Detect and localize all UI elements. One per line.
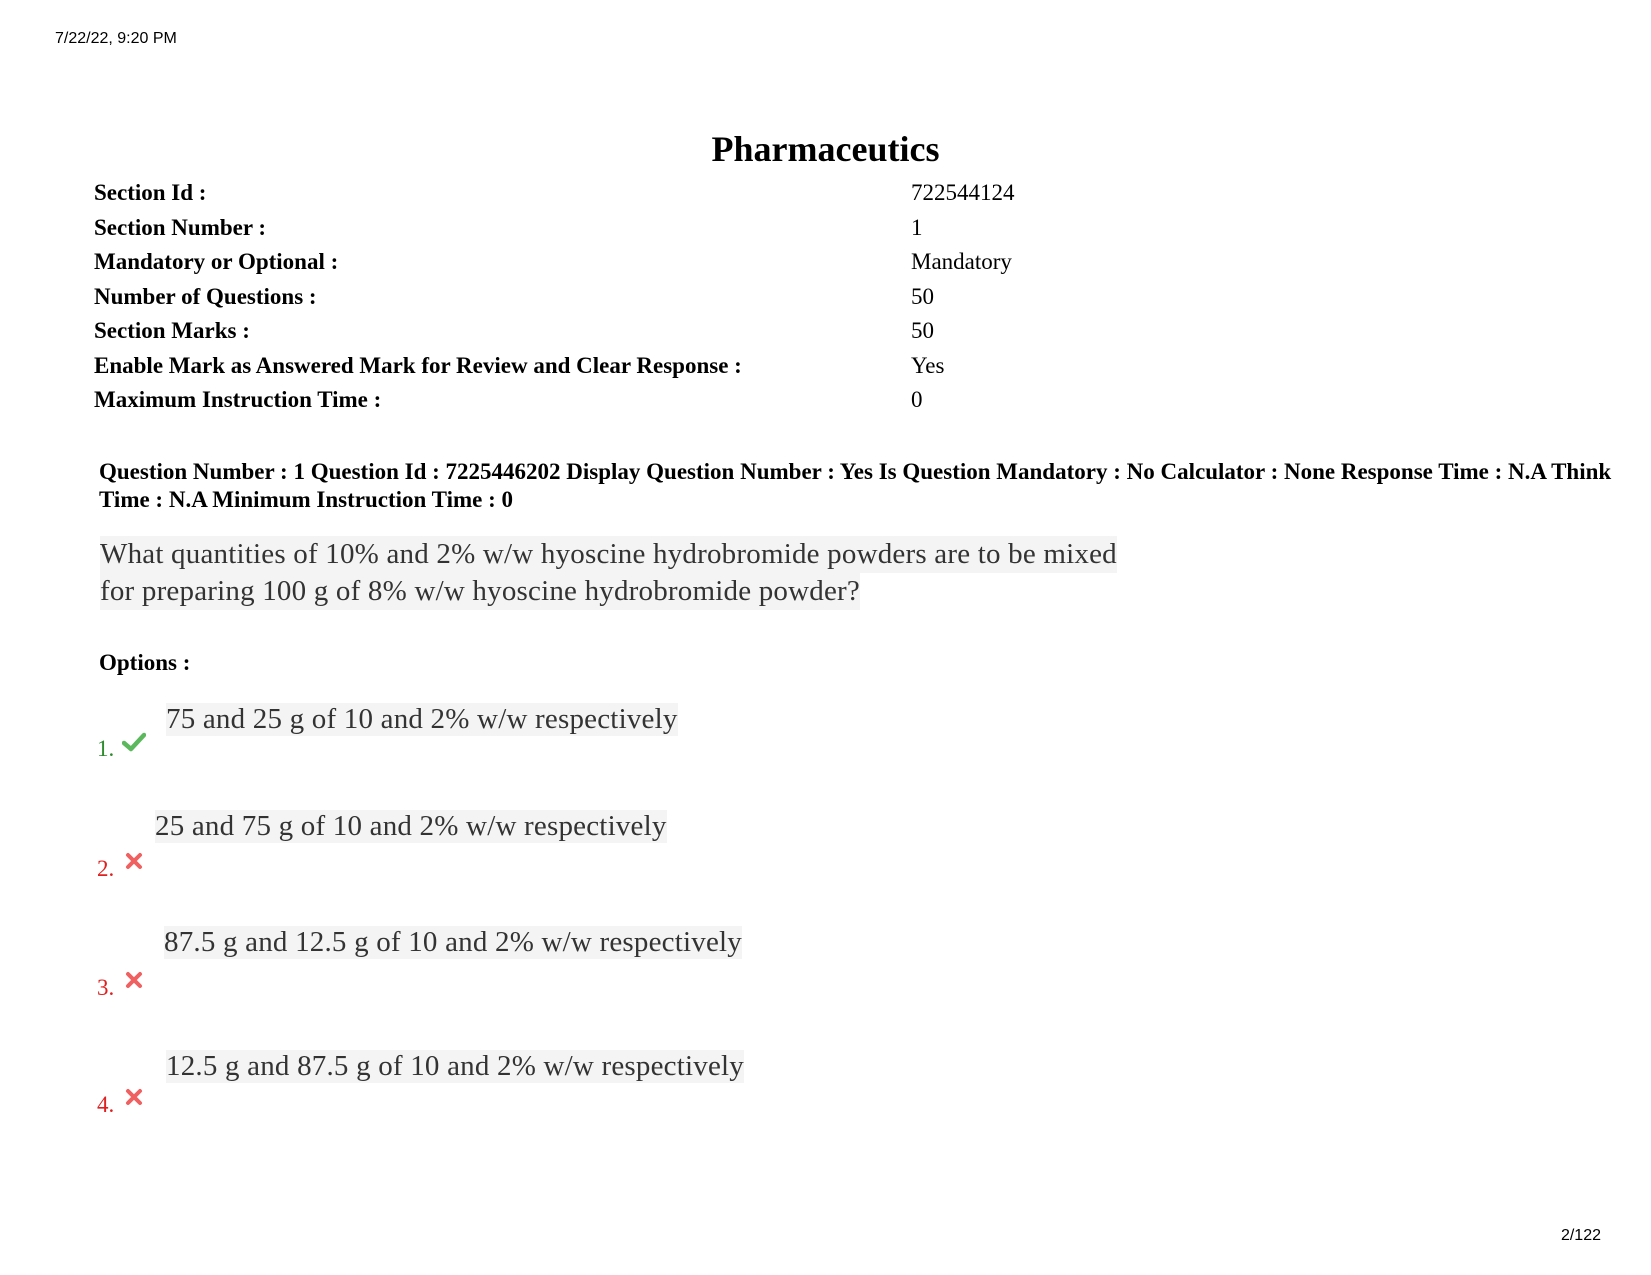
section-value: Yes — [911, 352, 945, 378]
section-row-question-count — [94, 280, 1015, 315]
option-number: 3. — [97, 975, 115, 1000]
section-label: Section Marks : — [94, 318, 250, 344]
check-icon — [122, 730, 146, 754]
option-number: 2. — [97, 856, 115, 881]
section-value: 1 — [911, 214, 923, 240]
option-text: 75 and 25 g of 10 and 2% w/w respectively — [166, 703, 678, 735]
option-text: 12.5 g and 87.5 g of 10 and 2% w/w respectively — [166, 1050, 745, 1082]
option-text: 25 and 75 g of 10 and 2% w/w respectively — [155, 810, 667, 842]
options-label: Options : — [99, 650, 191, 675]
section-value: 50 — [911, 283, 934, 309]
section-value: Mandatory — [911, 249, 1012, 275]
section-row-marks — [94, 314, 1015, 349]
section-row-enable-mark — [94, 349, 1015, 384]
section-label: Number of Questions : — [94, 283, 317, 309]
section-label: Maximum Instruction Time : — [94, 387, 382, 413]
option-number: 1. — [97, 736, 115, 761]
section-row-number — [94, 211, 1015, 246]
page-number: 2/122 — [1560, 1227, 1601, 1244]
section-label: Section Id : — [94, 180, 207, 206]
section-title: Pharmaceutics — [711, 129, 940, 169]
option-text: 87.5 g and 12.5 g of 10 and 2% w/w respectively — [164, 926, 743, 958]
section-value: 50 — [911, 318, 934, 344]
section-row-id — [94, 176, 1015, 211]
question-meta: Question Number : 1 Question Id : 7225446202 Display Question Number : Yes Is Question Mandatory : No Calculator : None Response Time : N.A Think Time : N.A Minimum Instruction Time : 0 — [99, 459, 1612, 512]
question-text — [100, 536, 1117, 610]
section-label: Section Number : — [94, 214, 267, 240]
option-number: 4. — [97, 1092, 115, 1117]
section-info-table — [94, 176, 1015, 418]
section-row-mandatory — [94, 245, 1015, 280]
cross-icon — [125, 852, 149, 876]
section-value: 722544124 — [911, 180, 1015, 206]
question-text-line: What quantities of 10% and 2% w/w hyoscine hydrobromide powders are to be mixed — [100, 536, 1117, 573]
section-row-instruction-time — [94, 383, 1015, 418]
print-timestamp: 7/22/22, 9:20 PM — [55, 30, 177, 47]
cross-icon — [125, 971, 149, 995]
question-text-line: for preparing 100 g of 8% w/w hyoscine hydrobromide powder? — [100, 573, 860, 610]
section-label: Mandatory or Optional : — [94, 249, 339, 275]
cross-icon — [125, 1088, 149, 1112]
section-label: Enable Mark as Answered Mark for Review and Clear Response : — [94, 352, 742, 378]
section-value: 0 — [911, 387, 923, 413]
